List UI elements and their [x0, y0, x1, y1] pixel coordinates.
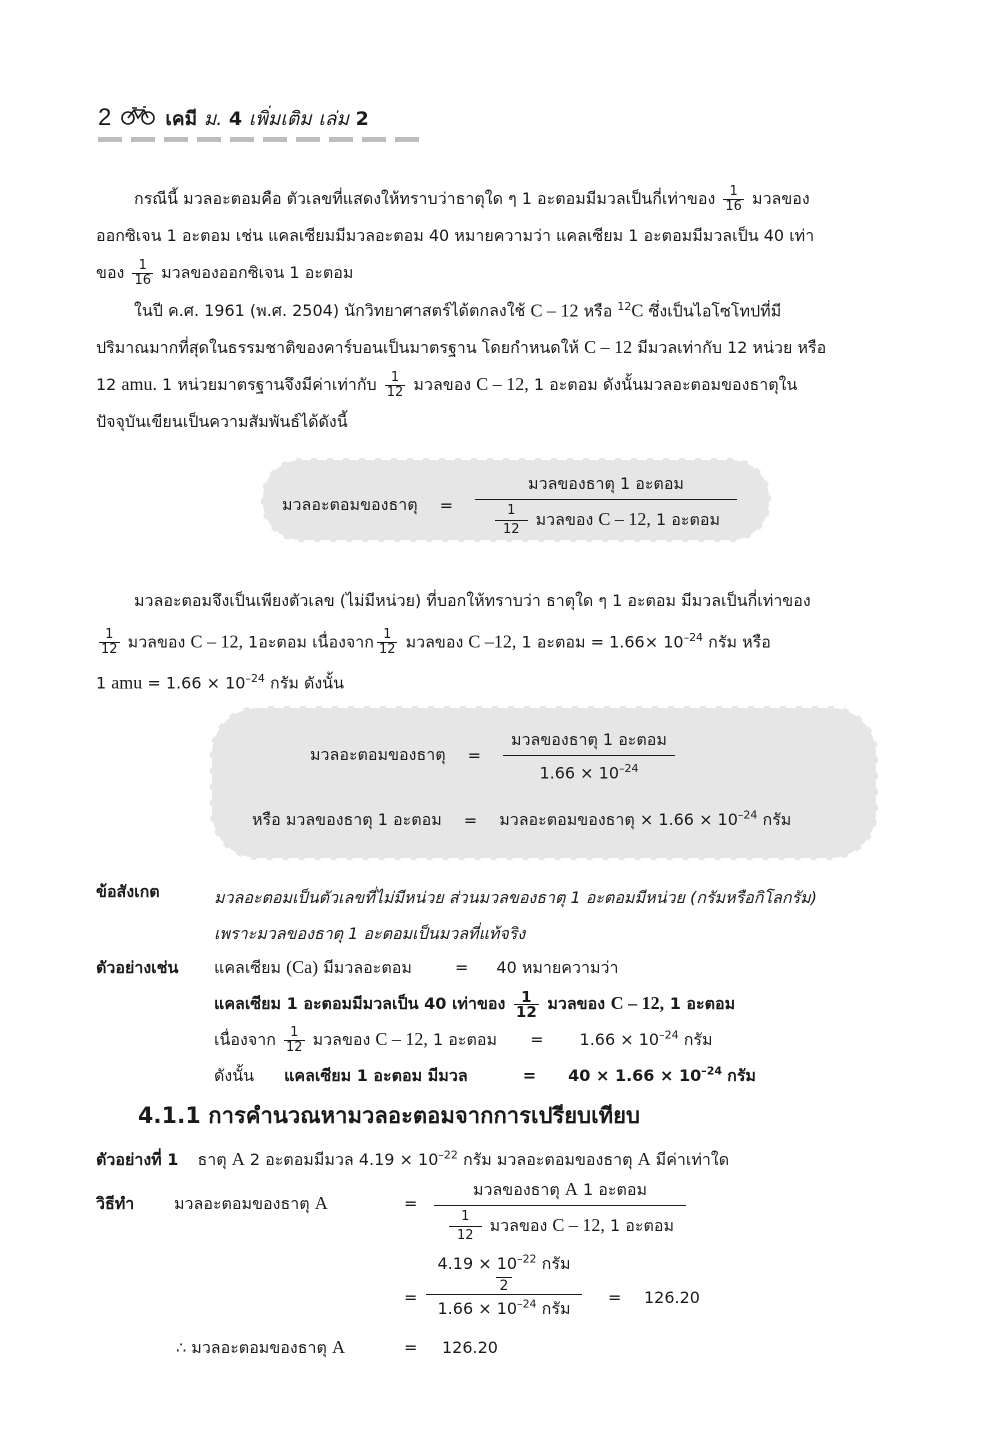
page-header — [98, 104, 369, 134]
eq-2: = — [404, 1288, 418, 1307]
note-label: ข้อสังเกต — [96, 882, 160, 901]
example-line-1: แคลเซียม (Ca) มีมวลอะตอม = 40 หมายความว่า — [214, 957, 619, 977]
formula-box-2-row1: มวลอะตอมของธาตุ = $\frac{\text{มวลของธาตุ 1 อะตอม}}{1.66 \times 10^{-24}}$ — [310, 726, 675, 784]
example-line-2: แคลเซียม 1 อะตอมมีมวลเป็น 40 เท่าของ $\frac{1}{12}$ มวลของ C – 12, 1 อะตอม — [214, 988, 736, 1021]
result-value: 126.20 — [644, 1288, 700, 1307]
solution-fraction-2: $4.19 \times 10^{-22}$ กรัม 2 $1.66 \times 10^{-24}$ กรัม — [426, 1252, 582, 1324]
paragraph-2: ในปี ค.ศ. 1961 (พ.ศ. 2504) นักวิทยาศาสตร์ได้ตกลงใช้ C – 12 หรือ $^{12}$C ซึ่งเป็นไอโซโทปที่มี ปริมาณมากที่สุดในธรรมชาติของคาร์บอนเป็นมาตรฐาน โดยกำหนดให้ C – 12 มีมวลเท่ากับ 12 หน่วย หรือ 12 amu. 1 หน่วยมาตรฐานจึงมีค่าเท่ากับ $\frac{1}{12}$ มวลของ C – 12, 1 อะตอม ดังนั้นมวลอะตอมของธาตุใน ปัจจุบันเขียนเป็นความสัมพันธ์ได้ดังนี้ — [96, 300, 827, 432]
book-title: เคมี ม. 4 เพิ่มเติม เล่ม 2 — [165, 108, 369, 130]
example-line-4: ดังนั้น แคลเซียม 1 อะตอม มีมวล = $40 \times 1.66 \times 10^{-24}$ กรัม — [214, 1064, 756, 1085]
example-label: ตัวอย่างเช่น — [96, 958, 179, 977]
eq-1: = — [404, 1194, 418, 1213]
bicycle-icon — [121, 105, 155, 125]
example-line-3: เนื่องจาก $\frac{1}{12}$ มวลของ C – 12, 1 อะตอม = $1.66 \times 10^{-24}$ กรัม — [214, 1025, 713, 1055]
page-number: 2 — [98, 104, 112, 131]
paragraph-3: มวลอะตอมจึงเป็นเพียงตัวเลข (ไม่มีหน่วย) ที่บอกให้ทราบว่า ธาตุใด ๆ 1 อะตอม มีมวลเป็นกี่เท่าของ $\frac{1}{12}$ มวลของ C – 12, 1อะตอม เนื่องจาก $\frac{1}{12}$ มวลของ C –12, 1 อะตอม = $1.66\times 10^{-24}$ กรัม หรือ 1 amu = $1.66 \times 10^{-24}$ กรัม ดังนั้น — [96, 591, 811, 693]
fraction: $\frac{1}{16}$ — [725, 184, 742, 214]
formula-box-2-row2: หรือ มวลของธาตุ 1 อะตอม = มวลอะตอมของธาตุ × $1.66 \times 10^{-24}$ กรัม — [252, 808, 792, 830]
therefore-line: ∴ มวลอะตอมของธาตุ A — [176, 1337, 345, 1357]
section-heading: 4.1.1 การคำนวณหามวลอะตอมจากการเปรียบเทียบ — [138, 1104, 640, 1129]
solution-fraction-1: มวลของธาตุ A 1 อะตอม $\frac{1}{12}$ มวลของ C – 12, 1 อะตอม — [434, 1176, 686, 1247]
note-text: มวลอะตอมเป็นตัวเลขที่ไม่มีหน่วย ส่วนมวลของธาตุ 1 อะตอมมีหน่วย (กรัมหรือกิโลกรัม) เพราะมวลของธาตุ 1 อะตอมเป็นมวลที่แท้จริง — [214, 888, 817, 943]
header-divider — [98, 137, 419, 142]
solution-label: วิธีทำ — [96, 1194, 135, 1213]
final-value: 126.20 — [442, 1338, 498, 1357]
solution-lhs: มวลอะตอมของธาตุ A — [174, 1193, 328, 1213]
example-1-question: ตัวอย่างที่ 1 ธาตุ A 2 อะตอมมีมวล $4.19 \times 10^{-22}$ กรัม มวลอะตอมของธาตุ A มีค่าเท่าใด — [96, 1148, 730, 1169]
formula-box-1: มวลอะตอมของธาตุ = มวลของธาตุ 1 อะตอม $\frac{1}{12}$ มวลของ C – 12, 1 อะตอม — [282, 470, 737, 541]
paragraph-1: กรณีนี้ มวลอะตอมคือ ตัวเลขที่แสดงให้ทราบว่าธาตุใด ๆ 1 อะตอมมีมวลเป็นกี่เท่าของ $\frac{1}{16}$ มวลของ ออกซิเจน 1 อะตอม เช่น แคลเซียมมีมวลอะตอม 40 หมายความว่า แคลเซียม 1 อะตอมมีมวลเป็น 40 เท่า ของ $\frac{1}{16}$ มวลของออกซิเจน 1 อะตอม — [96, 184, 815, 288]
eq-3: = — [608, 1288, 622, 1307]
eq-4: = — [404, 1338, 418, 1357]
